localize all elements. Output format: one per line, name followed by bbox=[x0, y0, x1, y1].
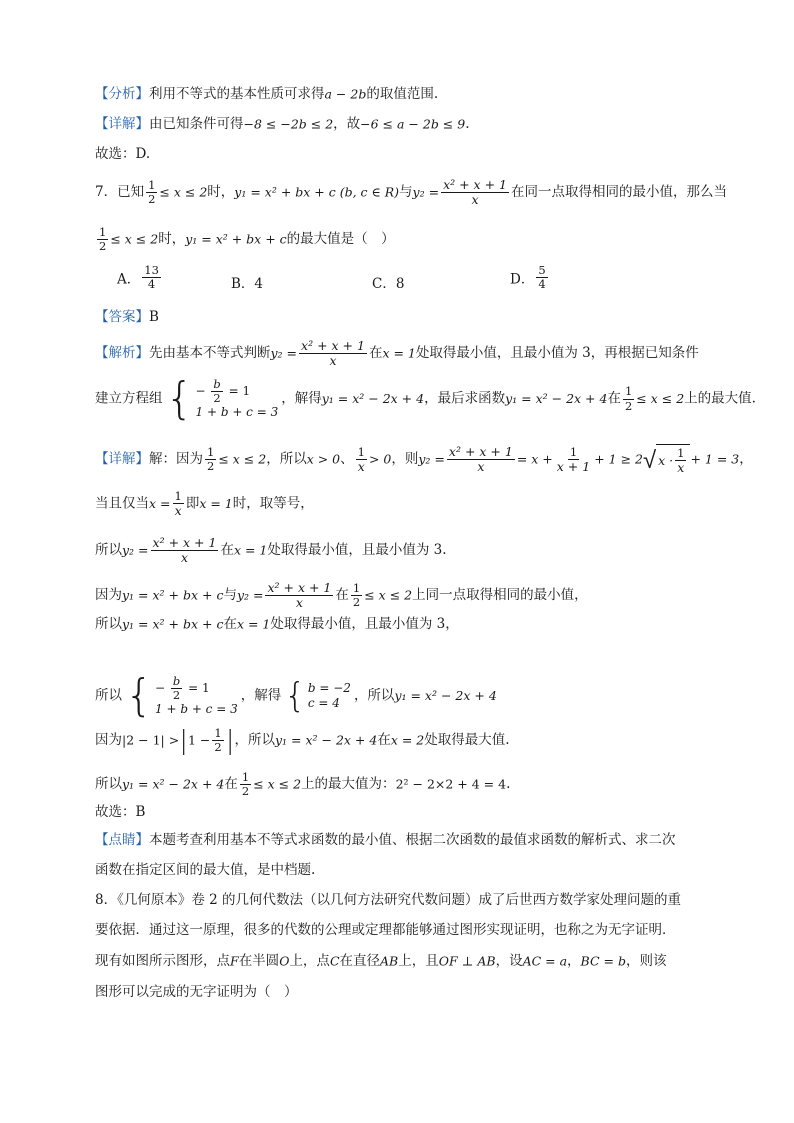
q7-detail-line-5: 所以y₁ = x² + bx + c在x = 1处取得最小值，且最小值为 3， bbox=[95, 616, 459, 632]
q7-detail-line-1: 【详解】解：因为 $\frac{1}{2}$ ≤ x ≤ 2，所以x > 0、 $\frac{1}{x}$ > 0，则y₂ = $\frac{\text{x² + x + 1}}{x}$ = x + $\frac{1}{x + 1}$ + 1 ≥ 2 √ x · $\frac{1}{x}$ + 1 = 3， bbox=[95, 443, 753, 476]
parse-tag: 【解析】 bbox=[95, 345, 149, 362]
detail-tag: 【详解】 bbox=[95, 451, 149, 468]
q7-stem-line-2: $\frac{1}{2}$ ≤ x ≤ 2时，y₁ = x² + bx + c的最大值是（ ） bbox=[99, 225, 395, 254]
option-c: C．8 bbox=[372, 276, 405, 292]
q7-detail-line-8: 所以y₁ = x² − 2x + 4在 $\frac{1}{2}$ ≤ x ≤ 2上的最大值为：2² − 2×2 + 4 = 4. bbox=[95, 770, 511, 799]
q6-choose-line: 故选：D. bbox=[95, 146, 151, 162]
solution-system: { b = −2 c = 4 bbox=[284, 676, 351, 716]
analysis-tag: 【分析】 bbox=[95, 86, 149, 102]
q7-detail-line-3: 所以y₂ = $\frac{\text{x² + x + 1}}{x}$ 在x = 1处取得最小值，且最小值为 3. bbox=[95, 535, 447, 566]
option-b: B．4 bbox=[231, 276, 264, 292]
half-fraction: $\frac{1}{2}$ bbox=[148, 178, 156, 207]
q7-detail-line-2: 当且仅当x = $\frac{1}{x}$ 即x = 1时，取等号， bbox=[95, 489, 314, 519]
q7-detail-line-7: 因为|2 − 1| >|1 − $\frac{1}{2}$ |，所以y₁ = x² − 2x + 4在x = 2处取得最大值. bbox=[95, 725, 510, 756]
q7-stem-line-1: 7．已知 $\frac{1}{2}$ ≤ x ≤ 2时，y₁ = x² + bx + c (b, c ∈ R)与y₂ = $\frac{\text{x² + x + 1}}{x}$ 在同一点取得相同的最小值，那么当 bbox=[95, 177, 727, 208]
q8-stem-line-3: 现有如图所示图形，点F在半圆O上，点C在直径AB上，且OF ⊥ AB，设AC = a，BC = b，则该 bbox=[95, 953, 667, 969]
sqrt-expression: √ x · $\frac{1}{x}$ bbox=[643, 444, 691, 476]
q8-stem-line-2: 要依据．通过这一原理，很多的代数的公理或定理都能够通过图形实现证明，也称之为无字证明． bbox=[95, 922, 676, 938]
q6-analysis-line: 【分析】利用不等式的基本性质可求得a − 2b的取值范围. bbox=[95, 86, 439, 102]
equation-system: { − $\frac{b}{2}$ = 1 1 + b + c = 3 bbox=[125, 670, 238, 721]
q7-comment-line-2: 函数在指定区间的最大值，是中档题. bbox=[95, 862, 316, 878]
equation-system: { − $\frac{b}{2}$ = 1 1 + b + c = 3 bbox=[165, 373, 279, 424]
q7-parse-line-1: 【解析】先由基本不等式判断y₂ = $\frac{\text{x² + x + 1}}{x}$ 在x = 1处取得最小值，且最小值为 3，再根据已知条件 bbox=[95, 338, 699, 369]
detail-tag: 【详解】 bbox=[95, 116, 149, 132]
y2-fraction: $\frac{\text{x² + x + 1}}{x}$ bbox=[443, 177, 507, 208]
q8-stem-line-1: 8．《几何原本》卷 2 的几何代数法（以几何方法研究代数问题）成了后世西方数学家处理问题的重 bbox=[95, 892, 682, 908]
q7-choose-line: 故选：B bbox=[95, 804, 146, 820]
q7-comment-line-1: 【点睛】本题考查利用基本不等式求函数的最小值、根据二次函数的最值求函数的解析式、求二次 bbox=[95, 832, 676, 848]
option-a: A． $\frac{13}{4}$ bbox=[117, 263, 159, 292]
half-fraction: $\frac{1}{2}$ bbox=[99, 225, 107, 254]
comment-tag: 【点睛】 bbox=[95, 832, 149, 848]
q7-parse-line-2: 建立方程组 { − $\frac{b}{2}$ = 1 1 + b + c = 3 ，解得y₁ = x² − 2x + 4，最后求函数y₁ = x² − 2x + 4在 $\frac{1}{2}$ ≤ x ≤ 2上的最大值. bbox=[95, 373, 756, 424]
option-d: D． $\frac{5}{4}$ bbox=[510, 263, 546, 292]
q6-detail-line: 【详解】由已知条件可得−8 ≤ −2b ≤ 2，故−6 ≤ a − 2b ≤ 9. bbox=[95, 116, 470, 132]
q7-detail-line-6: 所以 { − $\frac{b}{2}$ = 1 1 + b + c = 3 ，解得 { b = −2 c = 4 ，所以y₁ = x² − 2x + 4 bbox=[95, 670, 497, 721]
answer-tag: 【答案】 bbox=[95, 309, 149, 325]
q7-answer-line: 【答案】B bbox=[95, 309, 159, 325]
q8-stem-line-4: 图形可以完成的无字证明为（ ） bbox=[95, 984, 298, 1000]
q7-detail-line-4: 因为y₁ = x² + bx + c与y₂ = $\frac{\text{x² + x + 1}}{x}$ 在 $\frac{1}{2}$ ≤ x ≤ 2上同一点取得相同的最小值， bbox=[95, 580, 588, 611]
